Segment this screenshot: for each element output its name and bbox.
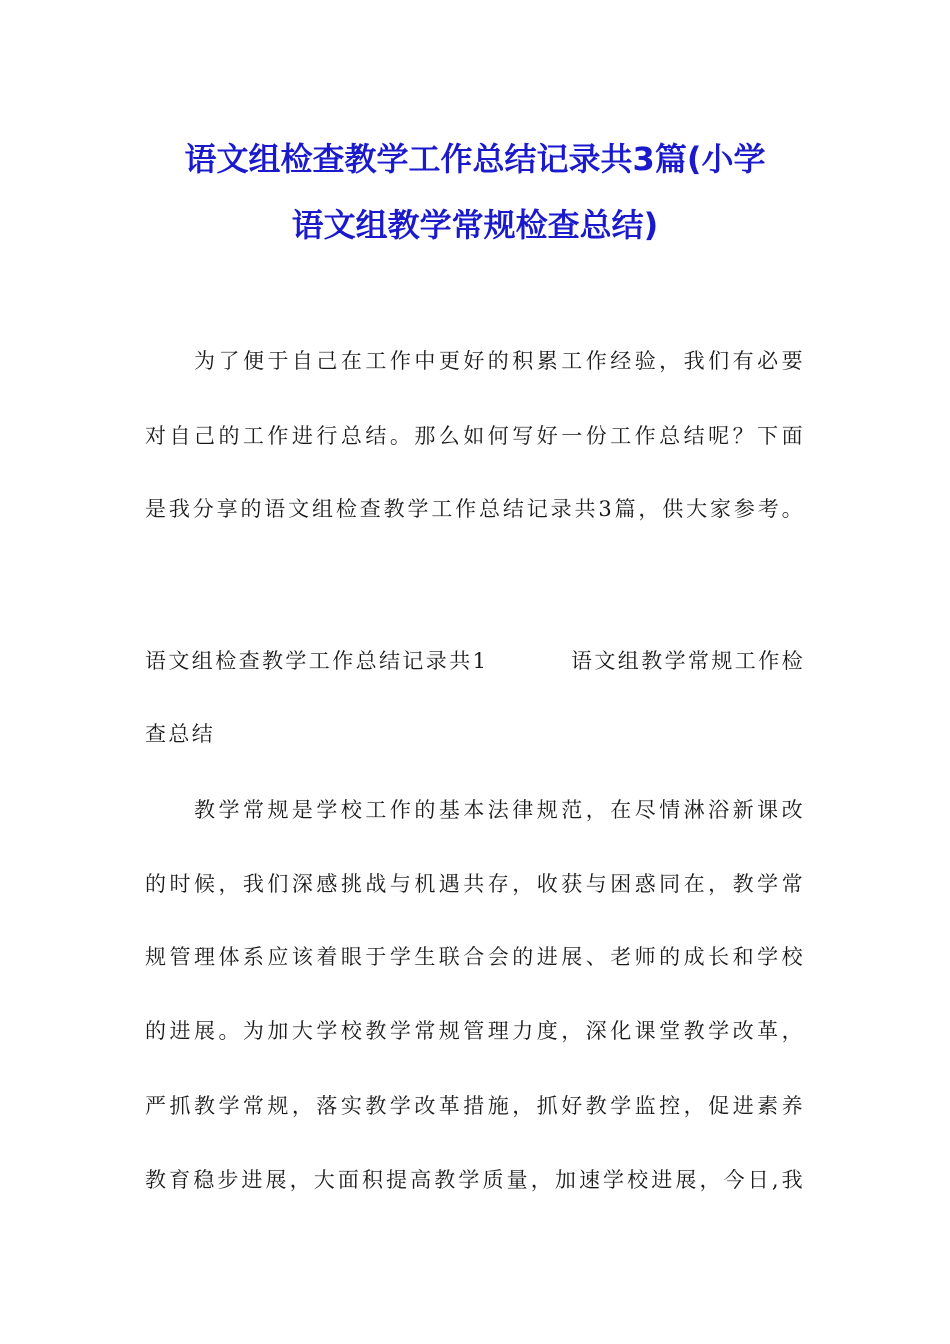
- body-line-6: 教育稳步进展，大面积提高教学质量，加速学校进展，今日,我: [145, 1168, 805, 1192]
- intro-line-3: 是我分享的语文组检查教学工作总结记录共3篇，供大家参考。: [145, 497, 805, 521]
- section-heading-subtitle: 语文组教学常规工作检: [571, 649, 805, 673]
- body-line-4: 的进展。为加大学校教学常规管理力度，深化课堂教学改革，: [145, 1019, 805, 1043]
- body-line-1: 教学常规是学校工作的基本法律规范，在尽情淋浴新课改: [194, 798, 805, 822]
- body-line-5: 严抓教学常规，落实教学改革措施，抓好教学监控，促进素养: [145, 1094, 805, 1118]
- section-heading-continuation: 查总结: [145, 722, 216, 746]
- section-heading: [145, 646, 805, 676]
- document-title-line-1: 语文组检查教学工作总结记录共3篇(小学: [184, 140, 766, 178]
- section-heading-title: 语文组检查教学工作总结记录共1: [145, 649, 489, 673]
- body-line-2: 的时候，我们深感挑战与机遇共存，收获与困惑同在，教学常: [145, 872, 805, 896]
- document-title-line-2: 语文组教学常规检查总结): [291, 206, 659, 244]
- body-line-3: 规管理体系应该着眼于学生联合会的进展、老师的成长和学校: [145, 945, 805, 969]
- intro-line-2: 对自己的工作进行总结。那么如何写好一份工作总结呢？下面: [145, 424, 805, 448]
- intro-line-1: 为了便于自己在工作中更好的积累工作经验，我们有必要: [194, 349, 805, 373]
